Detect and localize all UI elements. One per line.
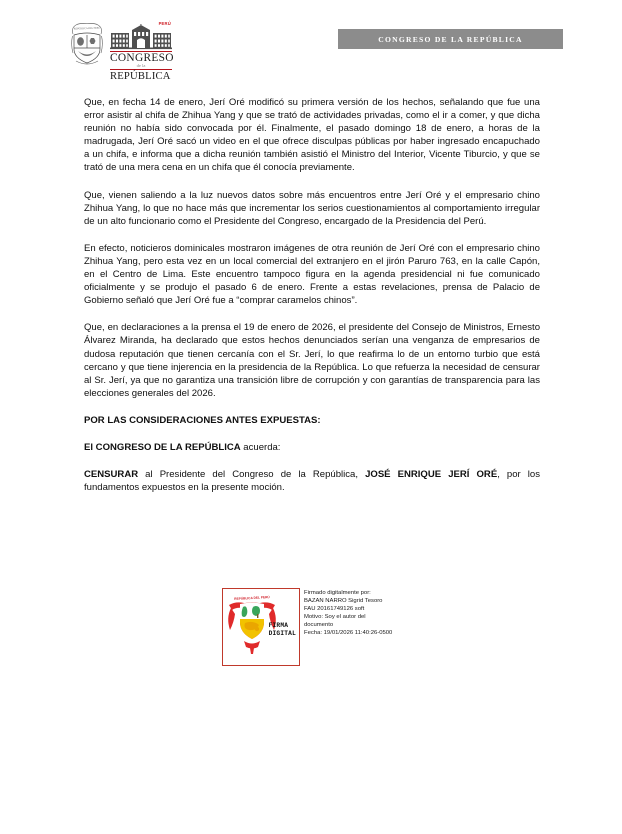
header-banner-label: CONGRESO DE LA REPÚBLICA <box>378 34 523 44</box>
digital-signature-block <box>222 588 392 666</box>
conclusion-heading-text: POR LAS CONSIDERACIONES ANTES EXPUESTAS: <box>84 414 321 426</box>
congress-logo <box>70 22 172 82</box>
svg-text:REPÚBLICA DEL PERÚ: REPÚBLICA DEL PERÚ <box>234 595 270 601</box>
firma-line-1: FIRMA <box>268 622 289 629</box>
congress-wordmark <box>110 22 172 82</box>
document-header <box>0 0 622 92</box>
svg-text:REPÚBLICA DEL PERÚ: REPÚBLICA DEL PERÚ <box>73 26 101 31</box>
document-body <box>84 96 540 494</box>
censure-tail-text: , por los fundamentos expuestos en la presente moción. <box>84 469 540 494</box>
congreso-text: CONGRESO <box>110 51 174 64</box>
paragraph-2: Que, vienen saliendo a la luz nuevos datos sobre más encuentros entre Jerí Oré y el empresario chino Zhihua Yang, lo que no hace más que incrementar los serios cuestionamientos al comportamiento irregular de un alto funcionario como el Presidente del Congreso, encargado de la Presidencia del Perú. <box>84 189 540 227</box>
paragraph-3: En efecto, noticieros dominicales mostraron imágenes de otra reunión de Jerí Oré con el empresario chino Zhihua Yang, pero esta vez en un local comercial del extranjero en el jirón Paruro 763, en la calle Capón, en el Centro de Lima. Este encuentro tampoco figura en la agenda presidencial ni fue comunicado oficialmente y se produjo el pasado 6 de enero. Frente a estas revelaciones, prensa de Palacio de Gobierno señaló que Jerí Oré fue a “comprar caramelos chinos”. <box>84 242 540 307</box>
conclusion-heading <box>84 414 540 427</box>
peru-label: PERÚ <box>158 21 171 26</box>
paragraph-1: Que, en fecha 14 de enero, Jerí Oré modificó su primera versión de los hechos, señalando que fue una error asistir al chifa de Zhihua Yang y que se trató de actividades privadas, como el ir a comer, y que dicha reunión no había sido convocada por él. Finalmente, el pasado domingo 18 de enero, a horas de la madrugada, Jerí Oré sacó un video en el que ofrece disculpas públicas por haber ingresado encapuchado a un chifa, e informa que a dicha reunión también asistió el Ministro del Interior, Vicente Tiburcio, y que se trató de una mera cena en un chifa que él conocía previamente. <box>84 97 540 174</box>
censured-person-name: JOSÉ ENRIQUE JERÍ ORÉ <box>365 469 498 481</box>
agreement-line <box>84 441 540 454</box>
censure-verb: CENSURAR <box>84 469 139 481</box>
digital-signature-seal <box>222 588 300 666</box>
republica-text: REPÚBLICA <box>110 70 171 82</box>
firma-digital-label <box>269 622 296 638</box>
censure-statement <box>84 468 540 494</box>
signature-line-name: BAZAN NARRO Sigrid Tesoro <box>304 598 383 605</box>
signature-line-motive: Motivo: Soy el autor del <box>304 614 366 621</box>
de-la-text: de la <box>136 62 146 68</box>
signature-line-fau: FAU 20161749126 soft <box>304 606 365 613</box>
censure-middle-text: al Presidente del Congreso de la República, <box>138 469 366 481</box>
signature-line-signed-by: Firmado digitalmente por: <box>304 590 371 596</box>
header-banner <box>338 29 563 49</box>
signature-line-date: Fecha: 19/01/2026 11:40:26-0500 <box>304 630 393 637</box>
agreement-bold-text: El CONGRESO DE LA REPÚBLICA <box>84 441 241 453</box>
signature-line-motive-cont: documento <box>304 622 334 629</box>
digital-signature-details <box>304 588 392 637</box>
firma-line-2: DIGITAL <box>268 630 296 637</box>
paragraph-4: Que, en declaraciones a la prensa el 19 de enero de 2026, el presidente del Consejo de Ministros, Ernesto Álvarez Miranda, ha declarado que estos hechos denunciados serían una venganza de empresarios de dudosa reputación que tienen cercanía con el Sr. Jerí, lo que reafirma lo de un entorno turbio que está cercano y que tiene injerencia en la presidencia de la República. Lo que refuerza la necesidad de censurar al Sr. Jerí, ya que no garantiza una transición libre de corrupción y con garantías de transparencia para las elecciones generales del 2026. <box>84 322 540 399</box>
peru-national-shield-icon <box>70 22 104 66</box>
agreement-rest-text: acuerda: <box>240 441 281 453</box>
